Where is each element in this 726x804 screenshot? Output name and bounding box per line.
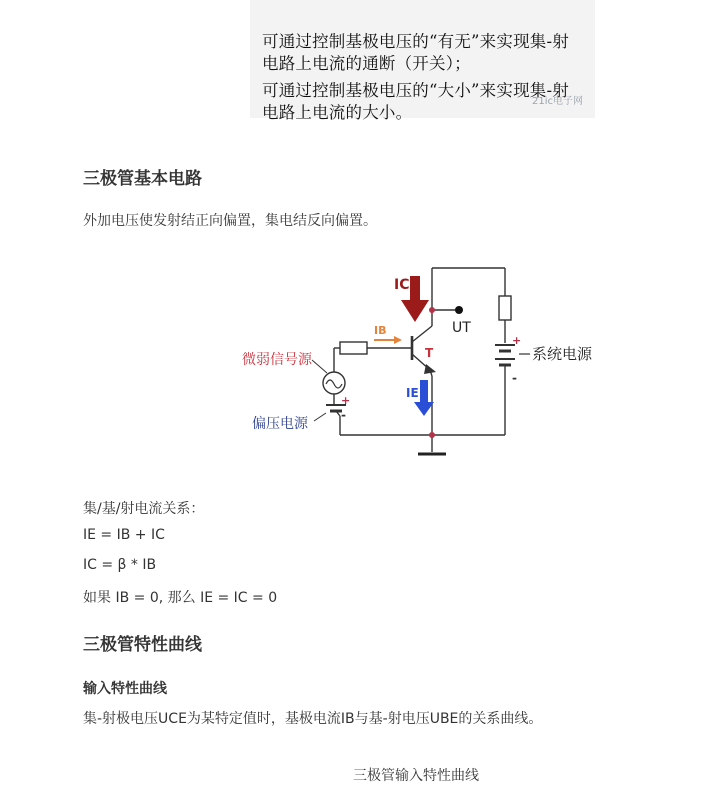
equation-3: 如果 IB = 0, 那么 IE = IC = 0 [83,590,278,606]
ut-label: UT [452,320,471,336]
equation-2: IC = β * IB [83,557,157,573]
supply-plus: + [512,334,522,347]
quote-image [250,0,595,122]
input-curve-description: 集-射极电压UCE为某特定值时，基极电流IB与基-射电压UBE的关系曲线。 [83,711,543,727]
quote-line-3: 可通过控制基极电压的“大小”来实现集-射 [262,81,569,100]
signal-label: 微弱信号源 [242,352,312,368]
bias-minus: - [341,408,346,422]
ib-label: IB [374,324,387,337]
bias-label: 偏压电源 [252,416,308,432]
section-intro: 外加电压使发射结正向偏置，集电结反向偏置。 [83,213,377,229]
supply-minus: - [512,371,517,385]
quote-line-1: 可通过控制基极电压的“有无”来实现集-射 [262,32,569,51]
transistor-label: T [425,346,434,360]
relations-title: 集/基/射电流关系： [83,501,205,517]
section-heading-characteristic-curves: 三极管特性曲线 [83,635,202,655]
supply-label: 系统电源 [532,345,593,363]
watermark: 21ic电子网 [531,96,583,107]
bias-plus: + [341,394,351,407]
ie-label: IE [406,386,419,400]
section-heading-basic-circuit: 三极管基本电路 [83,169,202,189]
collector-node [429,307,435,313]
emitter-ground-node [429,432,435,438]
equation-1: IE = IB + IC [83,527,165,543]
figure-caption: 三极管输入特性曲线 [353,768,479,784]
quote-line-2: 电路上电流的通断（开关）； [262,54,471,73]
quote-line-4: 电路上电流的大小。 [262,103,413,122]
collector-resistor [499,296,511,320]
ut-terminal [455,306,463,314]
base-resistor [340,342,367,354]
sub-heading-input-curve: 输入特性曲线 [83,681,167,697]
transistor-circuit-diagram [222,258,614,464]
ic-label: IC [394,277,410,293]
